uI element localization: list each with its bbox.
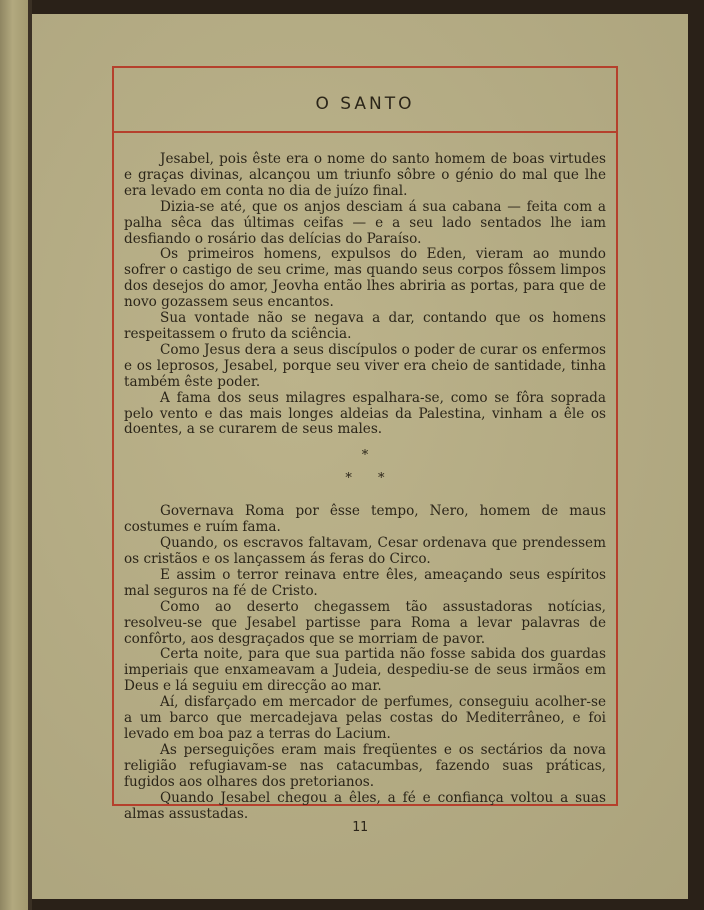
paragraph: A fama dos seus milagres espalhara-se, como se fôra soprada pelo vento e das mais longes aldeias da Palestina, vinham a êle os doentes, a se curarem de seus males. — [124, 389, 606, 438]
section-separator — [124, 448, 606, 486]
paragraph: Dizia-se até, que os anjos desciam á sua cabana — feita com a palha sêca das últimas ceifas — e a seu lado sentados lhe iam desfiando o rosário das delícias do Paraíso. — [124, 198, 606, 247]
paragraph: Quando, os escravos faltavam, Cesar ordenava que prendessem os cristãos e os lançassem ás feras do Circo. — [124, 535, 606, 568]
paragraph: Como Jesus dera a seus discípulos o poder de curar os enfermos e os leprosos, Jesabel, porque seu viver era cheio de santidade, tinha também êste poder. — [124, 341, 606, 390]
paragraph: Como ao deserto chegassem tão assustadoras notícias, resolveu-se que Jesabel partisse para Roma a levar palavras de confôrto, aos desgraçados que se morriam de pavor. — [124, 598, 606, 647]
separator-asterisk-top: * — [361, 448, 369, 464]
paragraph: Sua vontade não se negava a dar, contando que os homens respeitassem o fruto da sciência. — [124, 310, 606, 342]
text-frame — [112, 66, 618, 822]
body-text — [124, 152, 606, 822]
page-number: 11 — [352, 820, 368, 835]
paragraph: Jesabel, pois êste era o nome do santo homem de boas virtudes e graças divinas, alcançou um triunfo sôbre o génio do mal que lhe era levado em conta no dia de juízo final. — [124, 151, 606, 199]
title-rule — [114, 131, 616, 133]
chapter-title: O SANTO — [315, 94, 415, 114]
paragraph: Aí, disfarçado em mercador de perfumes, conseguiu acolher-se a um barco que mercadejava pelas costas do Mediterrâneo, e foi levado em boa paz a terras do Lacium. — [124, 694, 606, 742]
paragraph: Certa noite, para que sua partida não fosse sabida dos guardas imperiais que enxameavam a Judeia, despediu-se de seus irmãos em Deus e lá seguiu em direcção ao mar. — [124, 646, 606, 695]
paragraph: Governava Roma por êsse tempo, Nero, homem de maus costumes e ruím fama. — [124, 503, 606, 536]
book-spine — [0, 0, 28, 910]
separator-asterisks-bottom: * * — [345, 471, 385, 487]
paragraph: Quando Jesabel chegou a êles, a fé e confiança voltou a suas almas assustadas. — [124, 789, 606, 822]
paragraph: As perseguições eram mais freqüentes e os sectários da nova religião refugiavam-se nas catacumbas, fazendo suas práticas, fugidos aos olhares dos pretorianos. — [124, 741, 606, 790]
book-page — [32, 14, 688, 899]
paragraph: E assim o terror reinava entre êles, ameaçando seus espíritos mal seguros na fé de Cristo. — [124, 566, 606, 599]
paragraph: Os primeiros homens, expulsos do Eden, vieram ao mundo sofrer o castigo de seu crime, mas quando seus corpos fôssem limpos dos desejos do amor, Jeovha então lhes abriria as portas, para que de novo gozassem seus encantos. — [124, 246, 606, 311]
